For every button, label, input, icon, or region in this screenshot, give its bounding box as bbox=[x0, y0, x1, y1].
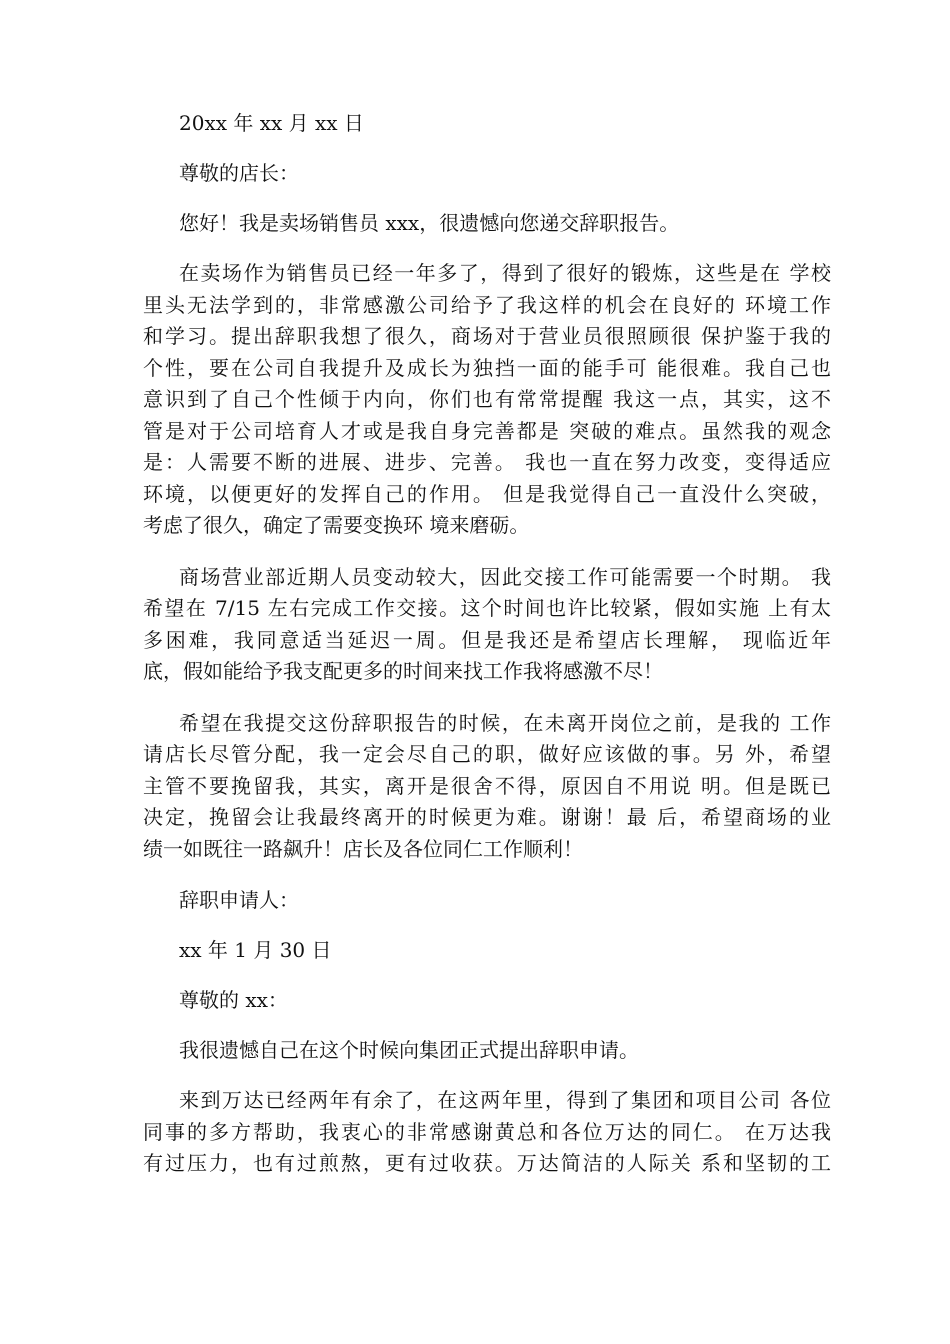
paragraph-line: 主管不要挽留我，其实，离开是很舍不得，原因自不用说 明。但是既已 bbox=[143, 773, 831, 798]
salutation: 尊敬的店长： bbox=[179, 161, 299, 185]
paragraph-line: 决定，挽留会让我最终离开的时候更为难。谢谢！最 后，希望商场的业 bbox=[143, 805, 831, 829]
paragraph-line: 来到万达已经两年有余了，在这两年里，得到了集团和项目公司 各位 bbox=[179, 1088, 831, 1112]
intro-line: 您好！我是卖场销售员 xxx，很遗憾向您递交辞职报告。 bbox=[179, 211, 680, 235]
paragraph-line: 希望在我提交这份辞职报告的时候，在未离开岗位之前，是我的 工作 bbox=[179, 710, 831, 735]
paragraph-line: 在卖场作为销售员已经一年多了，得到了很好的锻炼，这些是在 学校 bbox=[179, 261, 831, 285]
date-line: 20xx 年 xx 月 xx 日 bbox=[179, 111, 364, 135]
intro-line: 我很遗憾自己在这个时候向集团正式提出辞职申请。 bbox=[179, 1038, 639, 1062]
paragraph-line: 绩一如既往一路飙升！店长及各位同仁工作顺利！ bbox=[143, 836, 583, 861]
paragraph-line: 底，假如能给予我支配更多的时间来找工作我将感激不尽！ bbox=[143, 659, 663, 683]
paragraph-line: 个性，要在公司自我提升及成长为独挡一面的能手可 能很难。我自己也 bbox=[143, 355, 831, 380]
paragraph-line: 商场营业部近期人员变动较大，因此交接工作可能需要一个时期。 我 bbox=[179, 564, 831, 589]
paragraph-4 bbox=[143, 1085, 831, 1180]
date-line: xx 年 1 月 30 日 bbox=[179, 938, 332, 962]
paragraph-line: 环境，以便更好的发挥自己的作用。 但是我觉得自己一直没什么突破， bbox=[143, 481, 831, 506]
paragraph-3 bbox=[143, 708, 831, 866]
paragraph-line: 有过压力，也有过煎熬，更有过收获。万达简洁的人际关 系和坚韧的工 bbox=[143, 1151, 831, 1175]
signer-line: 辞职申请人： bbox=[179, 888, 299, 912]
paragraph-line: 考虑了很久，确定了需要变换环 境来磨砺。 bbox=[143, 513, 530, 537]
paragraph-line: 希望在 7/15 左右完成工作交接。这个时间也许比较紧，假如实施 上有太 bbox=[143, 596, 831, 620]
paragraph-2 bbox=[143, 562, 831, 688]
paragraph-line: 是：人需要不断的进展、进步、完善。 我也一直在努力改变，变得适应 bbox=[143, 450, 831, 474]
paragraph-1 bbox=[143, 258, 831, 542]
paragraph-line: 意识到了自己个性倾于内向，你们也有常常提醒 我这一点，其实，这不 bbox=[143, 387, 831, 411]
document-page bbox=[143, 108, 831, 1200]
paragraph-line: 里头无法学到的，非常感激公司给予了我这样的机会在良好的 环境工作 bbox=[143, 292, 831, 317]
paragraph-line: 同事的多方帮助，我衷心的非常感谢黄总和各位万达的同仁。 在万达我 bbox=[143, 1119, 831, 1144]
paragraph-line: 多困难，我同意适当延迟一周。但是我还是希望店长理解， 现临近年 bbox=[143, 627, 831, 652]
paragraph-line: 和学习。提出辞职我想了很久，商场对于营业员很照顾很 保护鉴于我的 bbox=[143, 324, 831, 348]
salutation: 尊敬的 xx： bbox=[179, 988, 288, 1012]
paragraph-line: 管是对于公司培育人才或是我自身完善都是 突破的难点。虽然我的观念 bbox=[143, 418, 831, 443]
paragraph-line: 请店长尽管分配，我一定会尽自己的职，做好应该做的事。另 外，希望 bbox=[143, 742, 831, 766]
